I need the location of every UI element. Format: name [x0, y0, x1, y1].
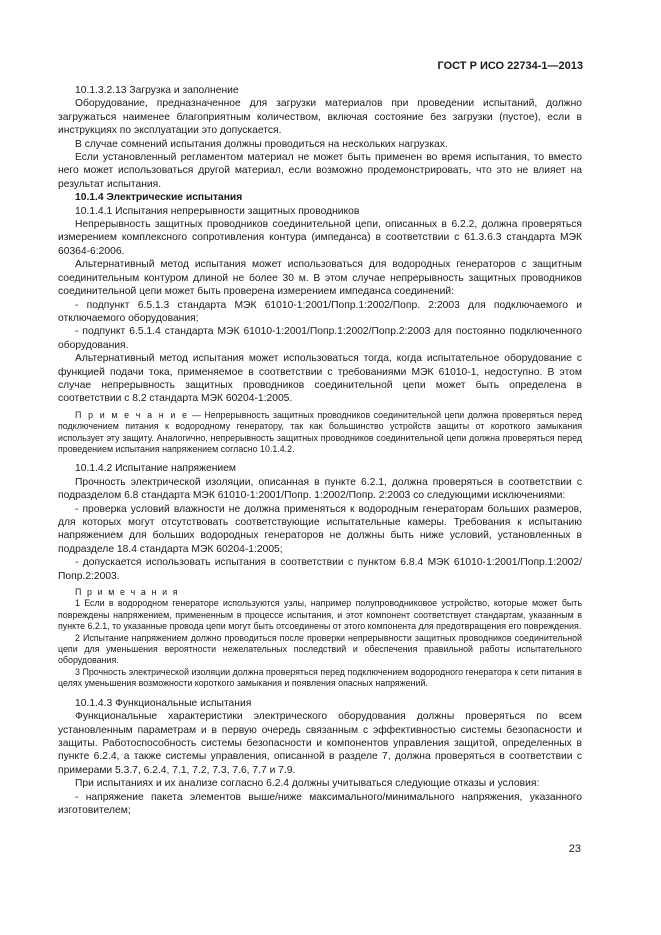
- notes-voltage: [58, 587, 582, 690]
- paragraph: Если установленный регламентом материал не может быть применен во время испытания, то вместо него может использоваться другой материал, если возможно продемонстрировать, что это не влияет на результат испытания.: [58, 152, 582, 190]
- notes-label: П р и м е ч а н и я: [75, 587, 180, 598]
- paragraph: - подпункт 6.5.1.3 стандарта МЭК 61010-1:2001/Попр.1:2002/Попр. 2:2003 для подключаемого и отключаемого оборудования;: [58, 299, 582, 324]
- document-header: ГОСТ Р ИСО 22734-1—2013: [437, 60, 583, 72]
- paragraph: Альтернативный метод испытания может использоваться для водородных генераторов с защитным соединительным контуром длиной не более 30 м. В этом случае непрерывность защитных проводников соединительной цепи может быть проверена измерением импеданса соединений:: [58, 259, 582, 298]
- note-item-1: 1 Если в водородном генераторе используются узлы, например полупроводниковое устройство, которые может быть повреждены напряжением, примененным в процессе испытания, и этот компонент соответствует стандартам, указанным в пункте 6.2.1, то указанные провода цепи могут быть отсоединены от этого компонента для предотвращения его повреждения.: [58, 598, 582, 632]
- paragraph: - допускается использовать испытания в соответствии с пунктом 6.8.4 МЭК 61010-1:2001/Попр.1:2002/Попр.2:2003.: [58, 557, 582, 582]
- paragraph: - проверка условий влажности не должна применяться к водородным генераторам больших размеров, для которых могут отсутствовать соответствующие испытательные камеры. Требования к испытанию напряжением для больших водородных генераторов не должны быть ниже условий, установленных в подразделе 18.4 стандарта МЭК 60204-1:2005;: [58, 503, 582, 555]
- paragraph: 10.1.4.3 Функциональные испытания: [75, 697, 252, 709]
- paragraph: 10.1.4.1 Испытания непрерывности защитных проводников: [75, 205, 360, 217]
- paragraph: Функциональные характеристики электрического оборудования должны проверяться по всем установленным параметрам и в первую очередь связанным с эффективностью системы безопасности и защиты. Работоспособность системы безопасности и компонентов управления защитой, определенных в пункте 6.2.4, а также системы управления, описанной в разделе 7, должна проверяться в соответствии с примерами 5.3.7, 6.2.4, 7.1, 7.2, 7.3, 7.6, 7.7 и 7.9.: [58, 711, 582, 776]
- note-item-2: 2 Испытание напряжением должно проводиться после проверки непрерывности защитных проводников соединительной цепи для уменьшения вероятности нежелательных последствий и обеспечения правильной работы испытательного оборудования.: [58, 632, 582, 666]
- note-text: — Непрерывность защитных проводников соединительной цепи должна проверяться перед подключением питания к водородному генератору, так как большинство устройств защиты от короткого замыкания использует эту защиту. Аналогично, непрерывность защитных проводников соединительной цепи должна проверяться перед проведением испытания напряжением согласно 10.1.4.2.: [58, 409, 582, 454]
- paragraph: Оборудование, предназначенное для загрузки материалов при проведении испытаний, должно загружаться наименее благоприятным количеством, включая состояние без загрузки (пустое), если в инструкциях по эксплуатации это допускается.: [58, 98, 582, 137]
- paragraph: - подпункт 6.5.1.4 стандарта МЭК 61010-1:2001/Попр.1:2002/Попр.2:2003 для постоянно подключенного оборудования.: [58, 326, 582, 351]
- note-item-3: 3 Прочность электрической изоляции должна проверяться перед подключением водородного генератора к сети питания в целях уменьшения возможности короткого замыкания и появления опасных напряжений.: [58, 666, 582, 689]
- page-number: 23: [568, 843, 581, 855]
- paragraph: В случае сомнений испытания должны проводиться на нескольких нагрузках.: [75, 138, 448, 150]
- note-paragraph: [58, 410, 582, 456]
- paragraph: 10.1.4 Электрические испытания: [75, 192, 243, 204]
- paragraph: Непрерывность защитных проводников соединительной цепи, описанных в 6.2.2, должна проверяться измерением комплексного сопротивления контура (импеданса) в соответствии с 61.3.6.3 стандарта МЭК 60364-6:2006.: [58, 219, 582, 257]
- section-functional-tests: [58, 697, 582, 818]
- paragraph: Альтернативный метод испытания может использоваться тогда, когда испытательное оборудование с функцией подачи тока, применяемое в соответствии с требованиями МЭК 61010-1, недоступно. В этом случае непрерывность защитных проводников соединительной цепи может быть определена в соответствии с 8.2 стандарта МЭК 60204-1:2005.: [58, 353, 582, 405]
- paragraph: 10.1.4.2 Испытание напряжением: [75, 463, 236, 475]
- paragraph: 10.1.3.2.13 Загрузка и заполнение: [75, 85, 239, 96]
- section-voltage-test: [58, 462, 582, 583]
- document-body: [58, 84, 582, 817]
- paragraph: - напряжение пакета элементов выше/ниже максимального/минимального напряжения, указанного изготовителем;: [58, 791, 582, 816]
- paragraph: Прочность электрической изоляции, описанная в пункте 6.2.1, должна проверяться в соответствии с подразделом 6.8 стандарта МЭК 61010-1:2001/Попр. 1:2002/Попр. 2:2003 со следующими исключениями:: [58, 476, 582, 502]
- section-loading: [58, 84, 582, 406]
- paragraph: При испытаниях и их анализе согласно 6.2.4 должны учитываться следующие отказы и условия:: [75, 778, 540, 790]
- note-label: П р и м е ч а н и е: [75, 409, 189, 420]
- note-continuity: [58, 410, 582, 456]
